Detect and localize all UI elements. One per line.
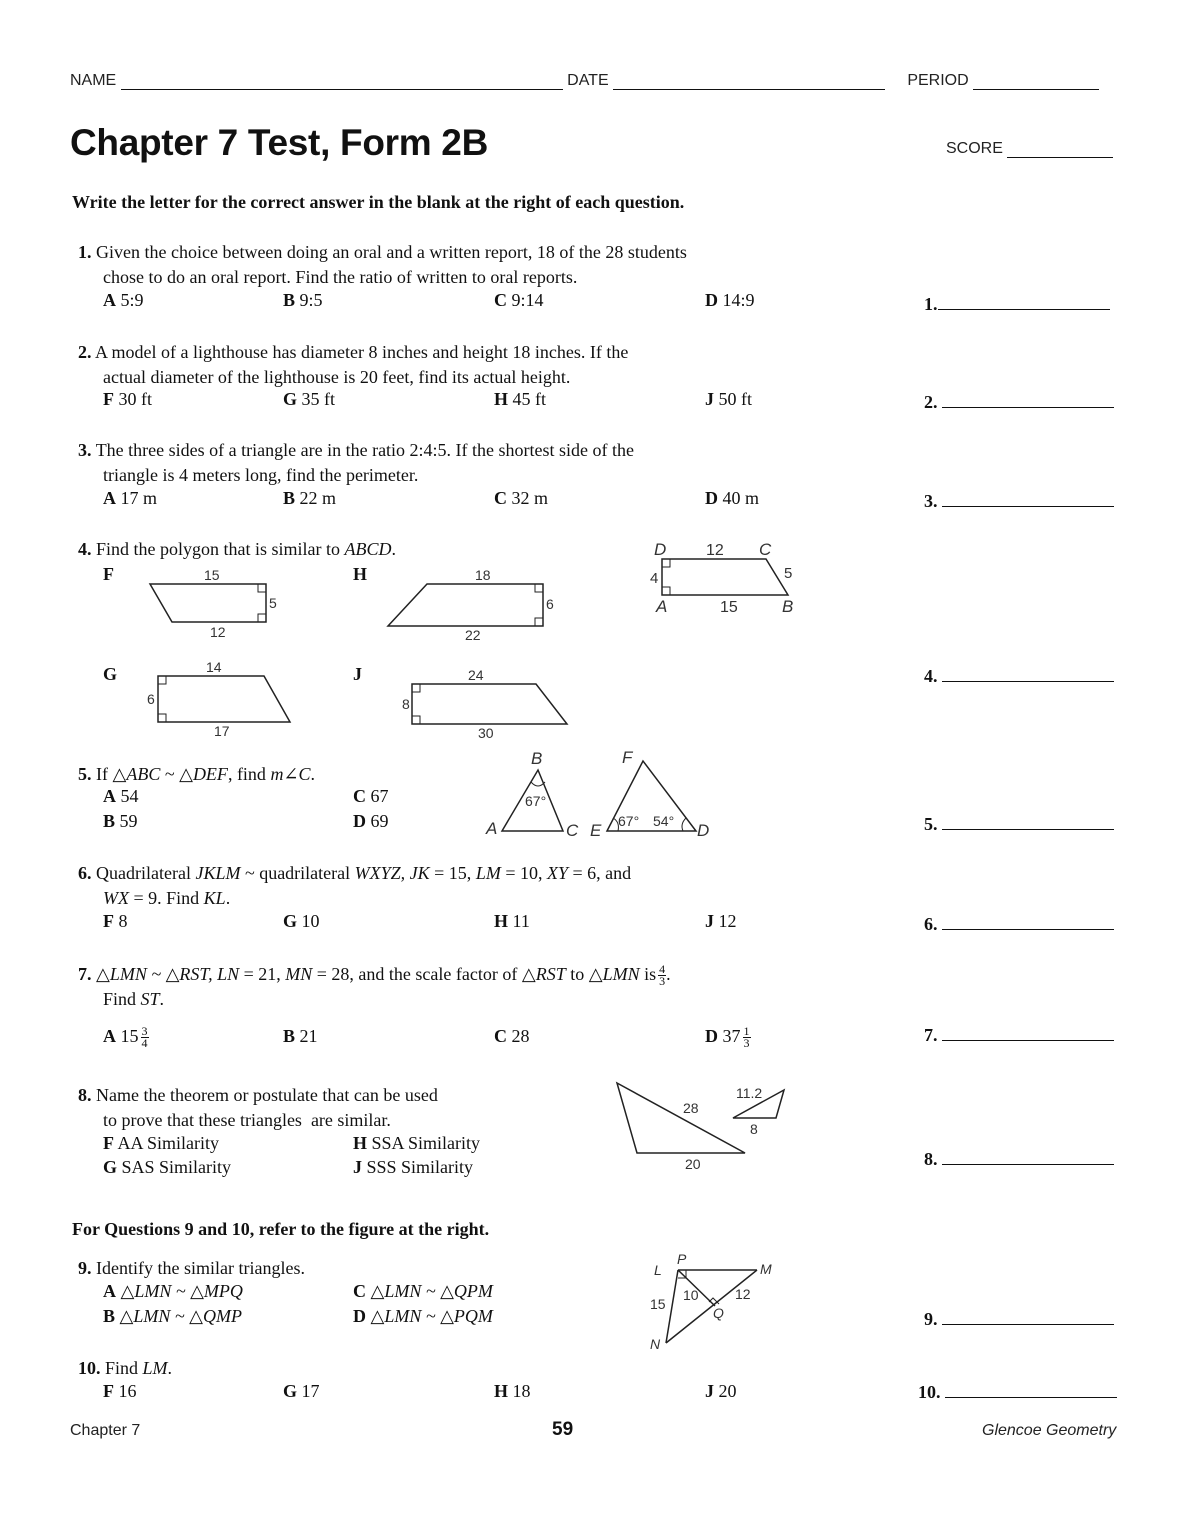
vertex-label-e: E <box>590 821 602 840</box>
vertex-label-a: A <box>656 597 668 616</box>
choice-f[interactable]: F 8 <box>103 911 128 931</box>
answer-blank-7[interactable]: 7. <box>924 1025 1114 1046</box>
choice-d[interactable]: D 37 $\frac{1}{3}$ <box>705 1024 750 1051</box>
score-label: SCORE <box>946 140 1003 157</box>
question-text: triangle is 4 meters long, find the perimeter. <box>103 464 419 485</box>
question-5: 5. If △ABC ~ △DEF, find m∠C. <box>78 764 316 784</box>
answer-blank-5[interactable]: 5. <box>924 814 1114 835</box>
choice-b[interactable]: B 9:5 <box>283 290 323 310</box>
side-label: 17 <box>214 723 230 739</box>
side-label: 18 <box>475 567 491 583</box>
choice-g[interactable]: G 10 <box>283 911 320 931</box>
answer-blank-8[interactable]: 8. <box>924 1149 1114 1170</box>
question-number: 1. <box>78 242 92 262</box>
choice-b[interactable]: B 21 <box>283 1026 318 1046</box>
triangle-large <box>617 1083 745 1153</box>
side-label: 6 <box>147 691 155 707</box>
choice-f[interactable]: F AA Similarity <box>103 1133 220 1153</box>
choice-h[interactable]: H SSA Similarity <box>353 1133 481 1153</box>
choice-j[interactable]: J 12 <box>705 911 737 931</box>
side-label: 12 <box>706 542 724 559</box>
side-label: 12 <box>735 1286 751 1302</box>
choice-b[interactable]: B 59 <box>103 811 138 831</box>
choice-f[interactable]: F 16 <box>103 1381 137 1401</box>
question-text: chose to do an oral report. Find the ratio of written to oral reports. <box>103 266 578 287</box>
choice-j[interactable]: J 50 ft <box>705 389 752 409</box>
question-text: Given the choice between doing an oral and a written report, 18 of the 28 students <box>96 242 687 262</box>
answer-blank-1[interactable]: 1. <box>924 294 1110 315</box>
choice-a[interactable]: A 15 $\frac{3}{4}$ <box>103 1024 148 1051</box>
vertex-label-b: B <box>782 597 794 616</box>
side-label: 28 <box>683 1100 699 1116</box>
vertex-label-f: F <box>622 748 633 767</box>
footer-chapter: Chapter 7 <box>70 1422 141 1439</box>
side-label: 15 <box>650 1296 666 1312</box>
choice-h[interactable]: H 45 ft <box>494 389 547 409</box>
choice-a[interactable]: A 5:9 <box>103 290 144 310</box>
polygon-f <box>150 584 266 622</box>
vertex-label-a: A <box>486 819 498 838</box>
question-9: 9. Identify the similar triangles. <box>78 1258 305 1278</box>
segment-nm <box>666 1270 757 1343</box>
choice-h[interactable]: H 11 <box>494 911 530 931</box>
period-label: PERIOD <box>907 72 969 89</box>
side-label: 10 <box>683 1287 699 1303</box>
choice-j[interactable]: J <box>353 664 362 684</box>
vertex-label-m: M <box>760 1261 772 1277</box>
segment-ln <box>666 1270 678 1343</box>
choice-g[interactable]: G 35 ft <box>283 389 336 409</box>
question-text: The three sides of a triangle are in the ratio 2:4:5. If the shortest side of the <box>95 440 635 460</box>
side-label: 24 <box>468 667 484 683</box>
side-label: 15 <box>720 599 738 616</box>
answer-blank-6[interactable]: 6. <box>924 914 1114 935</box>
choice-d[interactable]: D 40 m <box>705 488 760 508</box>
side-label: 22 <box>465 627 481 643</box>
instructions-9-10: For Questions 9 and 10, refer to the figure at the right. <box>72 1219 490 1239</box>
choice-f[interactable]: F <box>103 564 114 584</box>
side-label: 12 <box>210 624 226 640</box>
question-text: A model of a lighthouse has diameter 8 inches and height 18 inches. If the <box>95 342 629 362</box>
vertex-label-b: B <box>531 749 543 768</box>
angle-label: 67° <box>618 813 640 829</box>
question-10: 10. Find LM. <box>78 1358 173 1378</box>
side-label: 8 <box>750 1121 758 1137</box>
date-label: DATE <box>567 72 609 89</box>
vertex-label-d: D <box>697 821 710 840</box>
choice-c[interactable]: C 67 <box>353 786 389 806</box>
vertex-label-q: Q <box>713 1305 724 1321</box>
page-number: 59 <box>552 1419 574 1440</box>
question-text: actual diameter of the lighthouse is 20 feet, find its actual height. <box>103 366 571 387</box>
choice-j[interactable]: J 20 <box>705 1381 737 1401</box>
choice-h[interactable]: H <box>353 564 368 584</box>
side-label: 5 <box>784 565 793 582</box>
side-label: 11.2 <box>736 1085 763 1101</box>
choice-b[interactable]: B 22 m <box>283 488 337 508</box>
question-8: 8. Name the theorem or postulate that can be used to prove that these triangles are similar. <box>78 1085 438 1130</box>
side-label: 15 <box>204 567 220 583</box>
answer-blank-9[interactable]: 9. <box>924 1309 1114 1330</box>
question-4: 4. Find the polygon that is similar to ABCD. <box>78 539 396 559</box>
question-7: 7. △LMN ~ △RST, LN = 21, MN = 28, and the scale factor of △RST to △LMN is $\frac{4}{3}$ . Find ST. <box>78 962 671 1010</box>
choice-d[interactable]: D △LMN ~ △PQM <box>353 1306 493 1326</box>
choice-g[interactable]: G 17 <box>283 1381 320 1401</box>
vertex-label-c: C <box>759 540 772 559</box>
side-label: 6 <box>546 596 554 612</box>
side-label: 5 <box>269 595 277 611</box>
choice-g[interactable]: G SAS Similarity <box>103 1157 232 1177</box>
side-label: 30 <box>478 725 494 741</box>
question-6: 6. Quadrilateral JKLM ~ quadrilateral WXYZ, JK = 15, LM = 10, XY = 6, and WX = 9. Find KL. <box>78 863 632 908</box>
choice-c[interactable]: C 9:14 <box>494 290 544 310</box>
choice-a[interactable]: A 54 <box>103 786 139 806</box>
name-label: NAME <box>70 72 117 89</box>
choice-d[interactable]: D 69 <box>353 811 389 831</box>
vertex-label-p: P <box>677 1251 687 1267</box>
choice-c[interactable]: C △LMN ~ △QPM <box>353 1281 493 1301</box>
choice-g[interactable]: G <box>103 664 118 684</box>
angle-label: 54° <box>653 813 675 829</box>
answer-blank-4[interactable]: 4. <box>924 666 1114 687</box>
polygon-j <box>412 684 567 724</box>
choice-h[interactable]: H 18 <box>494 1381 531 1401</box>
choice-c[interactable]: C 32 m <box>494 488 549 508</box>
choice-c[interactable]: C 28 <box>494 1026 530 1046</box>
answer-blank-3[interactable]: 3. <box>924 491 1114 512</box>
side-label: 8 <box>402 696 410 712</box>
vertex-label-n: N <box>650 1336 661 1352</box>
choice-f[interactable]: F 30 ft <box>103 389 152 409</box>
question-number: 2. <box>78 342 92 362</box>
vertex-label-d: D <box>654 540 667 559</box>
instructions: Write the letter for the correct answer in the blank at the right of each question. <box>72 192 685 212</box>
choice-b[interactable]: B △LMN ~ △QMP <box>103 1306 242 1326</box>
polygon-abcd <box>662 559 788 595</box>
page-title: Chapter 7 Test, Form 2B <box>70 122 489 163</box>
side-label: 4 <box>650 570 659 587</box>
choice-a[interactable]: A 17 m <box>103 488 158 508</box>
answer-blank-10[interactable]: 10. <box>918 1382 1117 1403</box>
angle-label: 67° <box>525 793 547 809</box>
footer-book-title: Glencoe Geometry <box>982 1422 1117 1439</box>
choice-d[interactable]: D 14:9 <box>705 290 755 310</box>
polygon-h <box>388 584 543 626</box>
polygon-g <box>158 676 290 722</box>
question-number: 3. <box>78 440 92 460</box>
vertex-label-c: C <box>566 821 579 840</box>
side-label: 14 <box>206 659 222 675</box>
choice-j[interactable]: J SSS Similarity <box>353 1157 474 1177</box>
vertex-label-l: L <box>654 1262 662 1278</box>
side-label: 20 <box>685 1156 701 1172</box>
choice-a[interactable]: A △LMN ~ △MPQ <box>103 1281 243 1301</box>
answer-blank-2[interactable]: 2. <box>924 392 1114 413</box>
